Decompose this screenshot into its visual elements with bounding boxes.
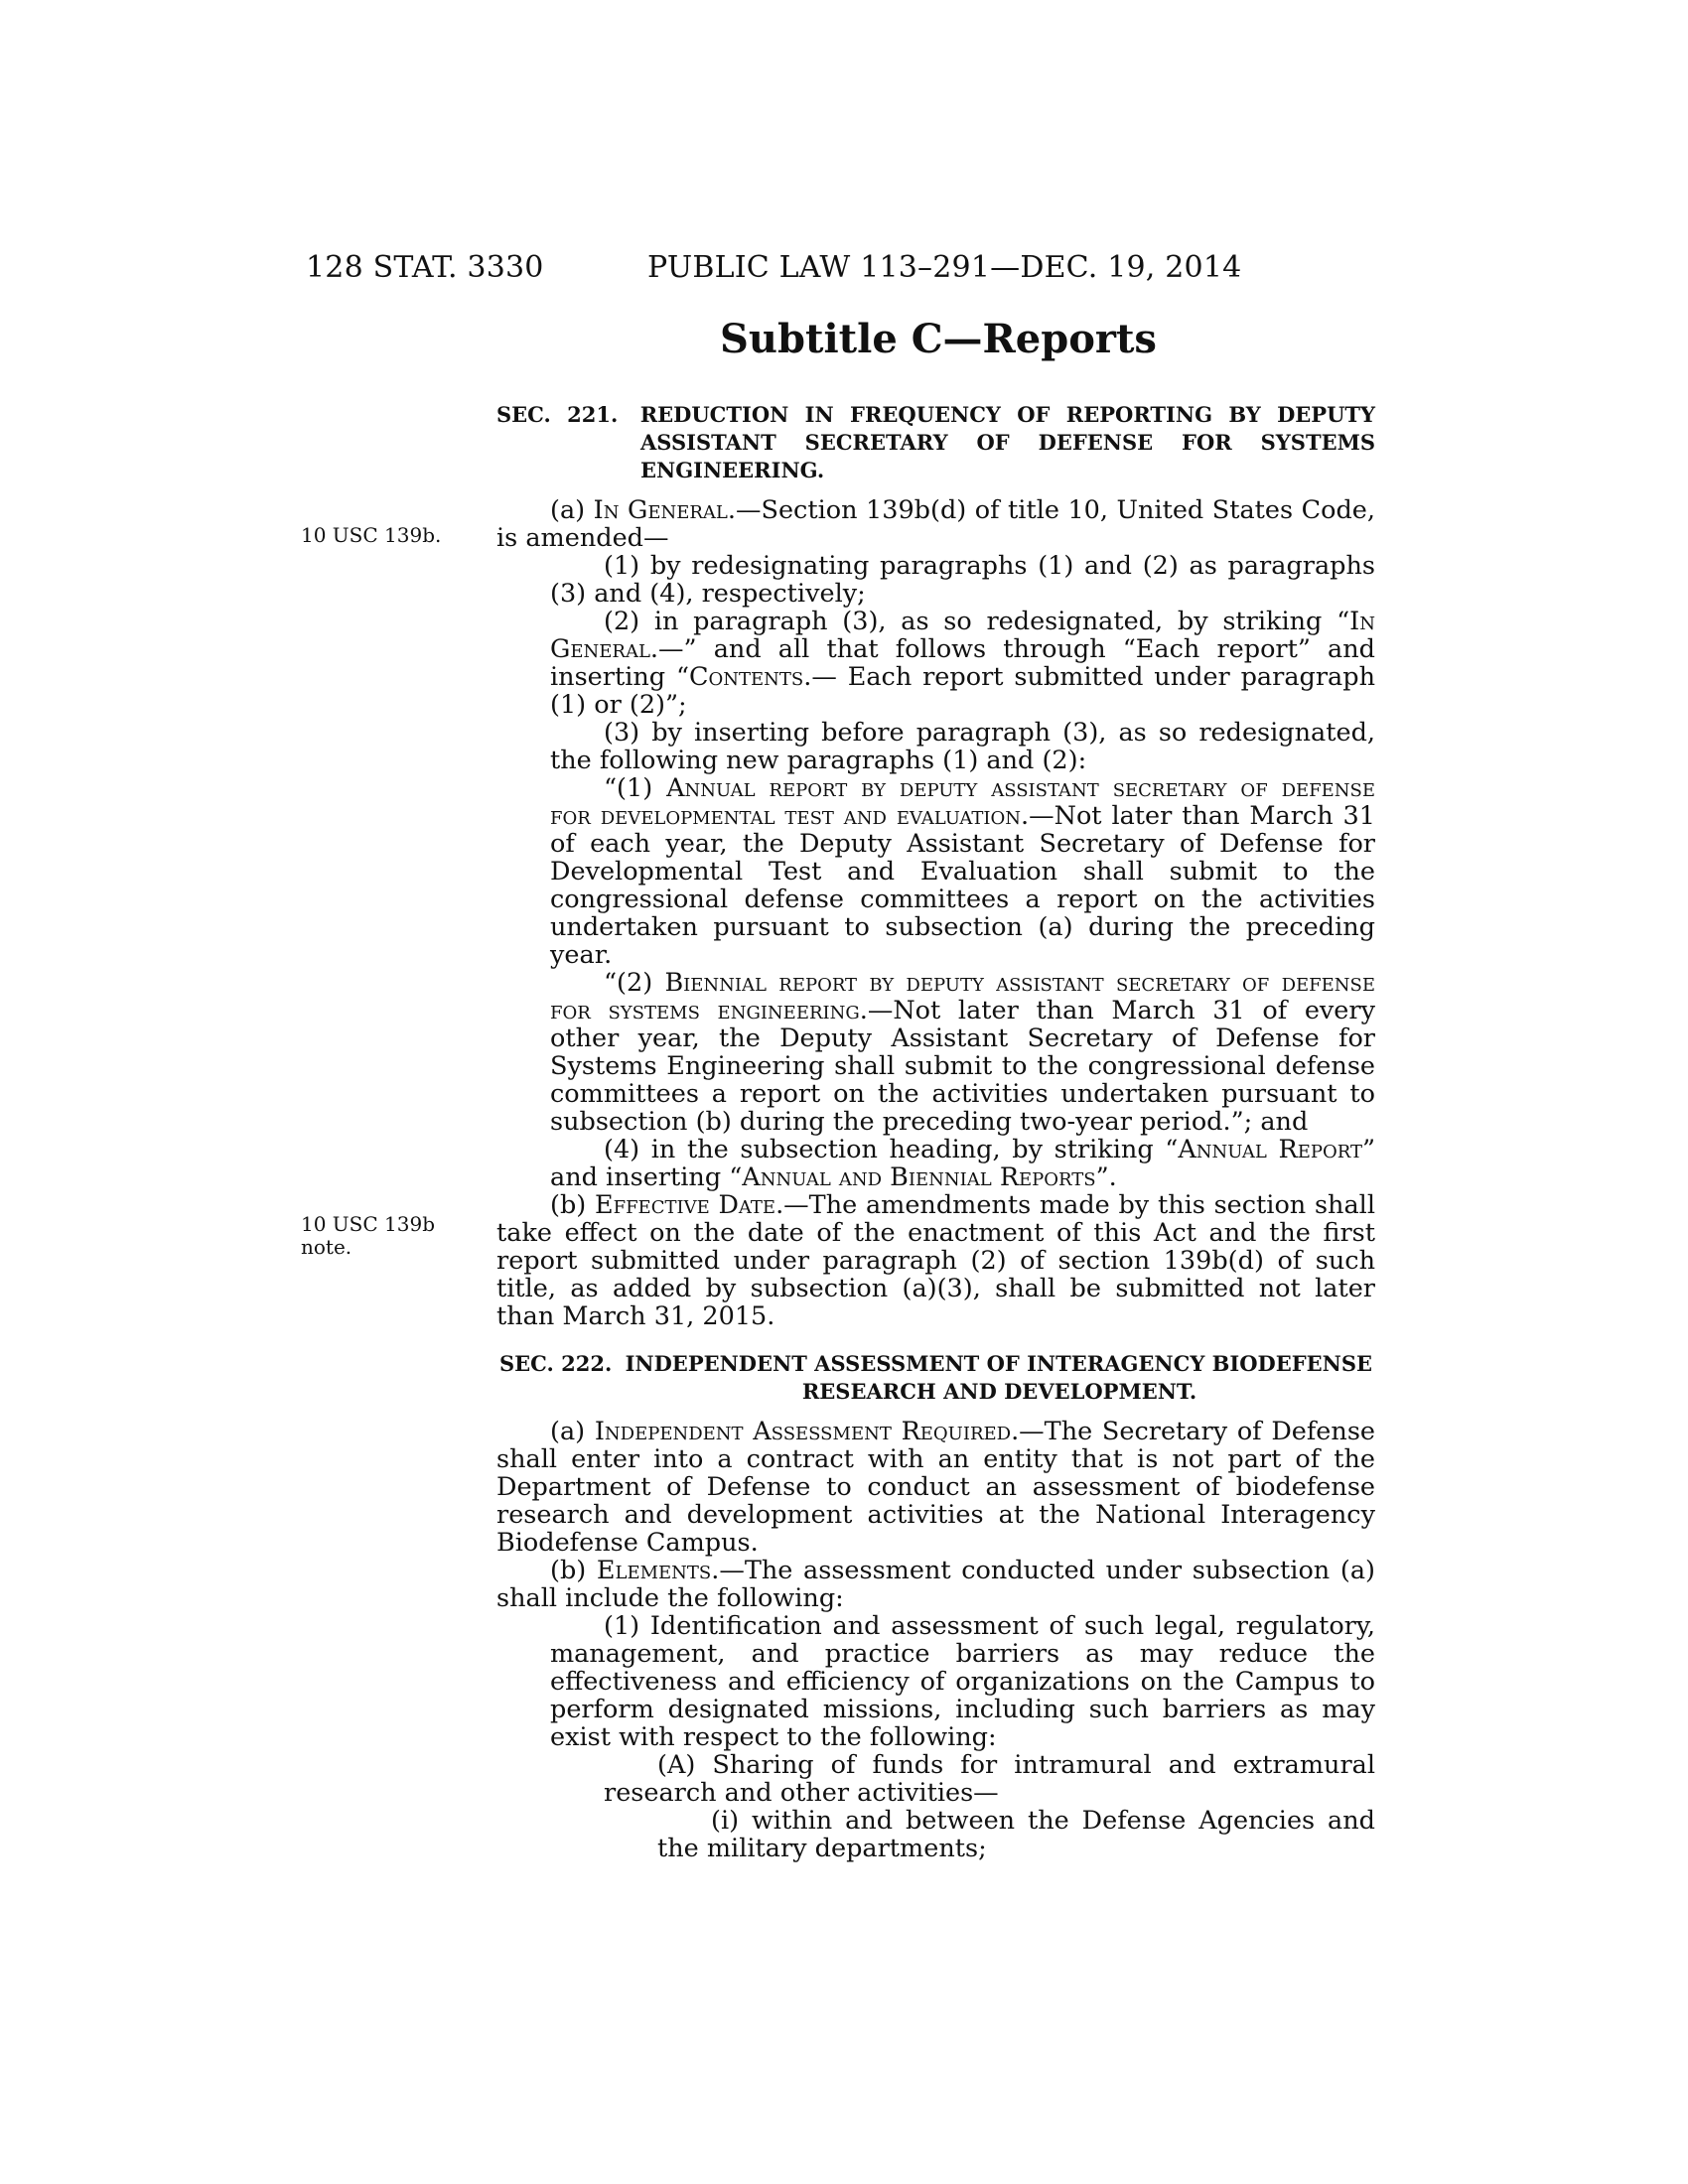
text-run: .—” and all that follows through “Each report” and inserting “: [550, 634, 1375, 692]
subsection-text: .—The Secretary of Defense shall enter into a contract with an entity that is not part of the Department of Defense to conduct an assessment of biodefense research and development activities at the National Interagency Biodefense Campus.: [496, 1417, 1375, 1558]
enum: “(2): [604, 968, 665, 998]
section-number: SEC. 221.: [496, 402, 619, 427]
subsection-heading: Effective Date: [594, 1190, 776, 1220]
subsection-text: .—The assessment conducted under subsection (a) shall include the following:: [496, 1556, 1375, 1613]
subsection-heading: Independent Assessment Required: [594, 1417, 1012, 1446]
statute-citation: 128 STAT. 3330: [306, 250, 544, 285]
paragraph-heading: Annual report by deputy assistant secretary of defense for developmental test and evaluation: [550, 773, 1376, 831]
paragraph-text: .—Not later than March 31 of each year, the Deputy Assistant Secretary of Defense for Developmental Test and Evaluation shall submit to the congressional defense committees a report on the activities undertaken pursuant to subsection (a) during the preceding year.: [550, 801, 1375, 970]
subsection-heading: In General: [593, 495, 728, 525]
sec222-subsection-b: [496, 1557, 1375, 1612]
document-body: [496, 401, 1375, 1862]
enum: (b): [550, 1556, 597, 1585]
sec221-subsection-b: [496, 1191, 1375, 1330]
small-caps-run: In General: [550, 607, 1375, 664]
text-run: .— Each report submitted under paragraph (1) or (2)”;: [550, 662, 1375, 720]
enum: (a): [550, 1417, 595, 1446]
margin-note-line: note.: [301, 1235, 352, 1259]
sec221-paragraph-3: (3) by inserting before paragraph (3), as so redesignated, the following new paragraphs (1) and (2):: [550, 718, 1375, 775]
subtitle-heading: Subtitle C—Reports: [720, 316, 1157, 362]
page-header: [0, 250, 1688, 290]
subsection-text: .—Section 139b(d) of title 10, United States Code, is amended—: [496, 495, 1375, 553]
paragraph-text: .—Not later than March 31 of every other year, the Deputy Assistant Secretary of Defense for Systems Engineering shall submit to the congressional defense committees a report on the activities undertaken pursuant to subsection (b) during the preceding two-year period.”; and: [550, 996, 1375, 1137]
subsection-heading: Elements: [596, 1556, 712, 1585]
sec221-quoted-paragraph-1: [496, 774, 1375, 969]
section-title: INDEPENDENT ASSESSMENT OF INTERAGENCY BIODEFENSE RESEARCH AND DEVELOPMENT.: [625, 1351, 1373, 1404]
public-law-citation: PUBLIC LAW 113–291—DEC. 19, 2014: [647, 250, 1242, 285]
text-run: ”.: [1095, 1162, 1117, 1192]
margin-note-usc-139b-note: [301, 1213, 450, 1259]
enum: “(1): [604, 773, 667, 803]
sec221-subsection-a: [496, 496, 1375, 552]
text-run: (2) in paragraph (3), as so redesignated, by striking “: [604, 607, 1350, 636]
small-caps-run: Contents: [689, 662, 804, 692]
section-gap: [496, 1330, 1375, 1350]
sec221-paragraph-2: [496, 608, 1375, 719]
sec222-subsection-a: [496, 1418, 1375, 1557]
section-title: REDUCTION IN FREQUENCY OF REPORTING BY DEPUTY ASSISTANT SECRETARY OF DEFENSE FOR SYSTEMS ENGINEERING.: [639, 402, 1376, 482]
sec221-paragraph-4: [496, 1136, 1375, 1191]
enum: (b): [550, 1190, 595, 1220]
text-run: ” and inserting “: [550, 1135, 1375, 1192]
sec222-paragraph-1: (1) Identification and assessment of such legal, regulatory, management, and practice barriers as may reduce the effectiveness and efficiency of organizations on the Campus to perform designated missions, including such barriers as may exist with respect to the following:: [550, 1611, 1375, 1752]
small-caps-run: Annual and Biennial Reports: [742, 1162, 1096, 1192]
section-number: SEC. 222.: [498, 1351, 613, 1376]
sec221-paragraph-1: (1) by redesignating paragraphs (1) and (2) as paragraphs (3) and (4), respectively;: [550, 551, 1375, 609]
subsection-text: .—The amendments made by this section shall take effect on the date of the enactment of this Act and the first report submitted under paragraph (2) of section 139b(d) of such title, as added by subsection (a)(3), shall be submitted not later than March 31, 2015.: [496, 1190, 1375, 1331]
section-222-heading: [496, 1350, 1375, 1406]
margin-note-line: 10 USC 139b: [301, 1212, 435, 1236]
text-run: (4) in the subsection heading, by striking “: [604, 1135, 1179, 1164]
enum: (a): [550, 495, 594, 525]
sec221-quoted-paragraph-2: [496, 969, 1375, 1136]
small-caps-run: Annual Report: [1178, 1135, 1362, 1164]
margin-note-usc-139b: 10 USC 139b.: [301, 523, 442, 547]
sec222-clause-i: (i) within and between the Defense Agencies and the military departments;: [657, 1806, 1375, 1863]
section-221-heading: [496, 401, 1375, 484]
paragraph-heading: Biennial report by deputy assistant secretary of defense for systems engineering: [550, 968, 1375, 1025]
sec222-subparagraph-A: (A) Sharing of funds for intramural and extramural research and other activities—: [604, 1750, 1375, 1808]
